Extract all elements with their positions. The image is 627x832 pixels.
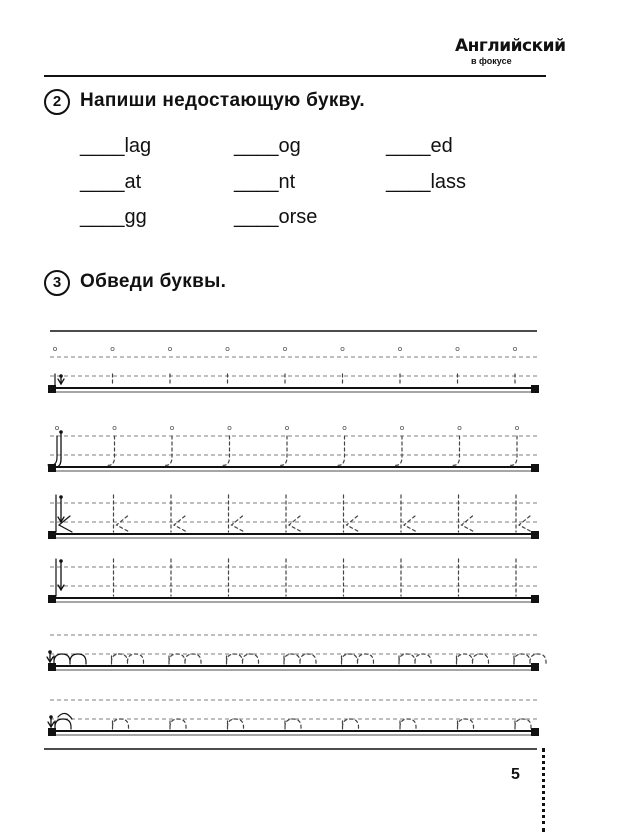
line-marker-left: [48, 663, 56, 671]
word-item: ____orse: [234, 206, 318, 228]
stroke-arrow-dot: [48, 650, 52, 654]
stroke-arrow-dot: [59, 495, 63, 499]
tracing-letter-i-dot: [513, 347, 516, 350]
tracing-letter-m: [457, 654, 489, 664]
line-marker-right: [531, 595, 539, 603]
line-marker-right: [531, 531, 539, 539]
tracing-letter-j: [106, 436, 115, 465]
tracing-letter-m: [112, 654, 144, 664]
line-marker-right: [531, 663, 539, 671]
tracing-letter-j: [48, 436, 57, 465]
tracing-letter-j: [163, 436, 172, 465]
tracing-letter-j-dot: [55, 426, 58, 429]
tracing-letter-n: [515, 719, 531, 729]
tracing-letter-j-dot: [170, 426, 173, 429]
tracing-letter-i-dot: [111, 347, 114, 350]
tracing-letter-n: [228, 719, 244, 729]
word-item: ____gg: [80, 206, 147, 228]
tracing-letter-n: [400, 719, 416, 729]
tracing-letter-j-dot: [113, 426, 116, 429]
stroke-arrow-dot: [59, 374, 63, 378]
tracing-letter-j: [508, 436, 517, 465]
stroke-arrow-dot: [59, 430, 63, 434]
word-item: ____lass: [386, 171, 467, 193]
tracing-letter-j-dot: [400, 426, 403, 429]
tracing-letter-m: [227, 654, 259, 664]
exercise-3-title: Обведи буквы.: [80, 271, 227, 292]
tracing-letter-m: [342, 654, 374, 664]
line-marker-right: [531, 728, 539, 736]
tracing-letter-k-arms: [117, 516, 130, 532]
tracing-letter-n: [55, 719, 71, 729]
stroke-arrow-dot: [49, 715, 53, 719]
stroke-arc-arrow: [58, 713, 72, 719]
word-item: ____og: [234, 135, 301, 157]
tracing-letter-j: [221, 436, 230, 465]
page-number: 5: [511, 766, 520, 783]
line-marker-right: [531, 464, 539, 472]
tracing-letter-i-dot: [341, 347, 344, 350]
tracing-letter-j-dot: [228, 426, 231, 429]
tracing-letter-n: [458, 719, 474, 729]
tracing-letter-k-arms: [174, 516, 187, 532]
tracing-letter-k-arms: [289, 516, 302, 532]
tracing-letter-j-dot: [458, 426, 461, 429]
line-marker-right: [531, 385, 539, 393]
tracing-letter-i-dot: [456, 347, 459, 350]
tracing-letter-j: [451, 436, 460, 465]
tracing-letter-j: [278, 436, 287, 465]
tracing-letter-j: [393, 436, 402, 465]
tracing-letter-m: [284, 654, 316, 664]
tracing-letter-n: [285, 719, 301, 729]
tracing-letter-j-dot: [343, 426, 346, 429]
tracing-letter-m: [514, 654, 546, 664]
line-marker-left: [48, 531, 56, 539]
tracing-letter-n: [113, 719, 129, 729]
cut-line: [542, 748, 545, 832]
tracing-letter-k-arms: [404, 516, 417, 532]
exercise-3-number: 3: [44, 270, 70, 296]
tracing-letter-i-dot: [283, 347, 286, 350]
word-item: ____lag: [80, 135, 152, 157]
tracing-letter-m: [169, 654, 201, 664]
stroke-arrow-dot: [59, 559, 63, 563]
exercise-2-title: Напиши недостающую букву.: [80, 90, 365, 111]
word-item: ____nt: [234, 171, 296, 193]
word-item: ____ed: [386, 135, 453, 157]
tracing-letter-i-dot: [53, 347, 56, 350]
tracing-letter-n: [170, 719, 186, 729]
tracing-letter-k-arms: [347, 516, 360, 532]
exercise-2-number: 2: [44, 89, 70, 115]
tracing-letter-j: [336, 436, 345, 465]
tracing-letter-k-arms: [462, 516, 475, 532]
logo-title: Английский: [455, 36, 566, 56]
logo-subtitle: в фокусе: [471, 56, 512, 66]
tracing-letter-i-dot: [168, 347, 171, 350]
tracing-letter-m: [54, 654, 86, 664]
tracing-letter-j-dot: [285, 426, 288, 429]
word-item: ____at: [80, 171, 142, 193]
tracing-letter-n: [343, 719, 359, 729]
tracing-letter-m: [399, 654, 431, 664]
tracing-letter-k-arms: [519, 516, 532, 532]
tracing-letter-i-dot: [226, 347, 229, 350]
tracing-letter-i-dot: [398, 347, 401, 350]
tracing-letter-k-arms: [232, 516, 245, 532]
tracing-letter-j-dot: [515, 426, 518, 429]
line-marker-left: [48, 595, 56, 603]
